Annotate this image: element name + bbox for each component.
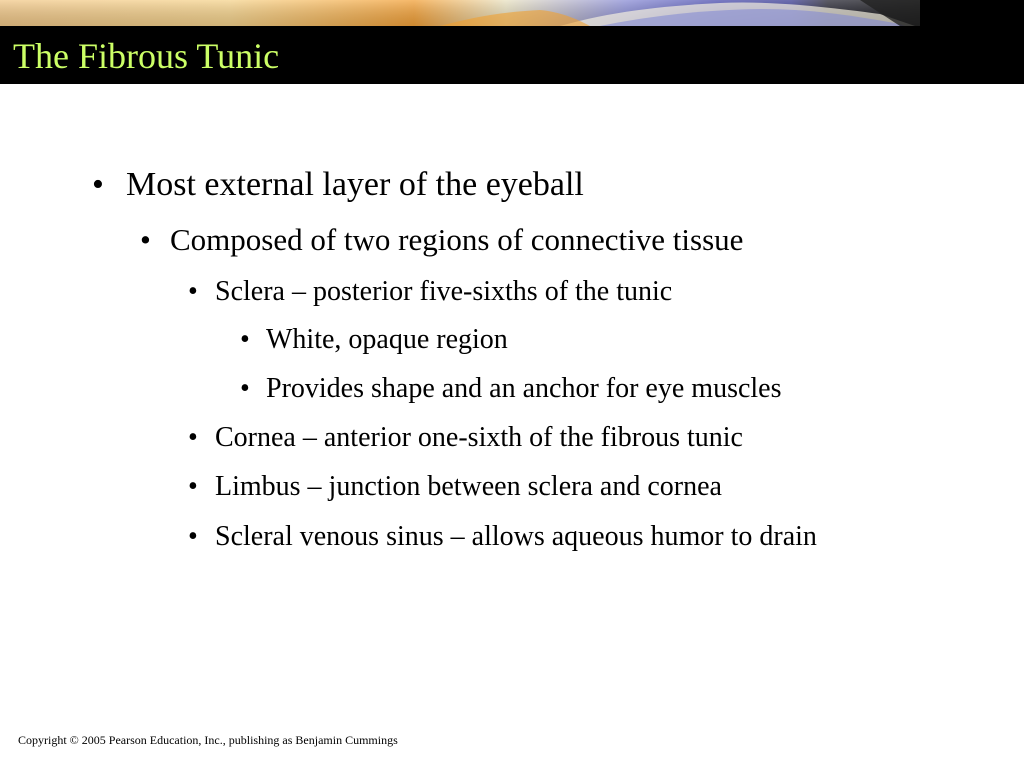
bullet-item: [188, 517, 895, 557]
bullet-text: Scleral venous sinus – allows aqueous humor to drain: [215, 521, 817, 552]
bullet-dot-icon: •: [140, 222, 151, 257]
bullet-text: Composed of two regions of connective tissue: [170, 222, 744, 257]
bullet-item: [140, 220, 743, 260]
bullet-dot-icon: •: [188, 276, 198, 307]
bullet-text: Cornea – anterior one-sixth of the fibrous tunic: [215, 422, 743, 453]
bullet-dot-icon: •: [92, 166, 104, 203]
bullet-dot-icon: •: [188, 422, 198, 453]
bullet-item: [240, 320, 508, 360]
bullet-dot-icon: •: [240, 324, 250, 355]
bullet-text: White, opaque region: [266, 324, 508, 355]
bullet-item: [188, 418, 895, 458]
bullet-dot-icon: •: [188, 521, 198, 552]
title-bar: [0, 26, 1024, 84]
bullet-text: Sclera – posterior five-sixths of the tunic: [215, 276, 673, 307]
bullet-item: [188, 272, 895, 312]
bullet-text: Limbus – junction between sclera and cornea: [215, 471, 722, 502]
bullet-item: [92, 164, 584, 206]
bullet-dot-icon: •: [188, 471, 198, 502]
bullet-text: Most external layer of the eyeball: [126, 166, 584, 203]
slide-title: The Fibrous Tunic: [13, 36, 280, 76]
banner-image: [0, 0, 1024, 26]
bullet-text: Provides shape and an anchor for eye muscles: [266, 373, 782, 404]
bullet-item: [188, 467, 895, 507]
bullet-item: [240, 369, 782, 409]
copyright-footer: Copyright © 2005 Pearson Education, Inc., publishing as Benjamin Cummings: [18, 733, 398, 747]
bullet-dot-icon: •: [240, 373, 250, 404]
